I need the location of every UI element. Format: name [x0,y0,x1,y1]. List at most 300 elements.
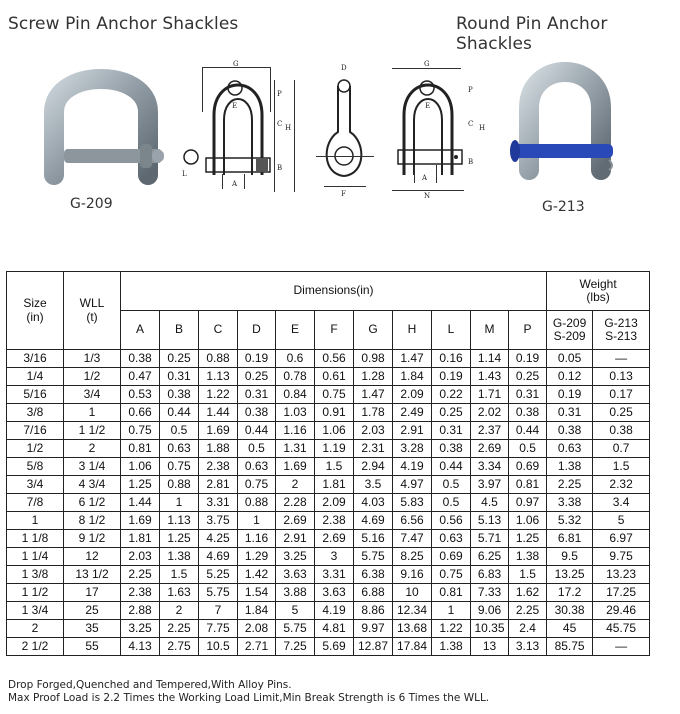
table-cell: 0.25 [238,368,276,386]
table-cell: 35 [64,620,121,638]
table-row [7,548,650,566]
table-cell: 1.5 [593,458,650,476]
table-cell: 1.22 [199,386,238,404]
table-cell: 12.34 [393,602,432,620]
table-cell: 1.54 [238,584,276,602]
svg-text:H: H [479,124,486,132]
table-cell: 1 1/8 [7,530,64,548]
table-cell: 0.63 [238,458,276,476]
header-weight-col-0 [547,311,593,350]
table-cell: 0.44 [509,422,547,440]
table-cell: 2.03 [354,422,393,440]
table-cell: 3.88 [276,584,315,602]
table-cell: 3.5 [354,476,393,494]
table-cell: 0.97 [509,494,547,512]
table-cell: 3 1/4 [64,458,121,476]
table-row [7,422,650,440]
table-cell: 7/8 [7,494,64,512]
table-cell: 10 [393,584,432,602]
table-cell: 1 1/2 [7,584,64,602]
svg-text:B: B [277,164,283,172]
table-cell: 1.14 [471,350,509,368]
table-cell: 3.25 [276,548,315,566]
header-col-l: L [432,311,471,350]
table-cell: 0.81 [121,440,160,458]
table-cell: 1.25 [160,530,199,548]
svg-text:C: C [468,120,474,128]
table-cell: 1 [7,512,64,530]
table-cell: 17.25 [593,584,650,602]
svg-text:C: C [277,120,283,128]
header-wll-label: WLL [79,296,105,311]
table-cell: 1.38 [509,548,547,566]
table-cell: 0.98 [354,350,393,368]
table-cell: 6.38 [354,566,393,584]
svg-text:B: B [468,158,474,166]
table-cell: 0.88 [160,476,199,494]
table-cell: 3.34 [471,458,509,476]
table-cell: 7/16 [7,422,64,440]
table-cell: 0.19 [547,386,593,404]
notes [8,679,489,704]
table-cell: 2.38 [121,584,160,602]
table-cell: 29.46 [593,602,650,620]
table-cell: 2.38 [315,512,354,530]
table-cell: 12 [64,548,121,566]
table-cell: 3.38 [547,494,593,512]
table-cell: 0.31 [509,386,547,404]
table-cell: 4.03 [354,494,393,512]
header-weight-col-1 [593,311,650,350]
table-cell: 2.25 [547,476,593,494]
screw-pin-dimension-drawing [178,60,303,220]
table-cell: 0.38 [593,422,650,440]
table-cell: 2.91 [276,530,315,548]
table-cell: 0.75 [432,566,471,584]
table-cell: 1.5 [315,458,354,476]
table-cell: 9.97 [354,620,393,638]
table-cell: 9.5 [547,548,593,566]
table-cell: 1.78 [354,404,393,422]
table-cell: 5 [276,602,315,620]
table-cell: 0.5 [509,440,547,458]
table-cell: 1.25 [121,476,160,494]
header-col-e: E [276,311,315,350]
table-cell: 0.17 [593,386,650,404]
svg-text:D: D [341,64,347,72]
table-cell: 0.69 [509,458,547,476]
table-row [7,458,650,476]
note-line-1: Drop Forged,Quenched and Tempered,With Alloy Pins. [8,679,292,691]
table-cell: 2 [64,440,121,458]
table-cell: 2.69 [315,530,354,548]
table-cell: 0.63 [547,440,593,458]
table-cell: 0.12 [547,368,593,386]
table-cell: 45.75 [593,620,650,638]
table-cell: 1 3/4 [7,602,64,620]
table-cell: 2.38 [199,458,238,476]
table-cell: 1 3/8 [7,566,64,584]
table-cell: 8 1/2 [64,512,121,530]
header-wll [64,272,121,350]
table-cell: 2.88 [121,602,160,620]
table-cell: 2.75 [160,638,199,656]
table-row [7,584,650,602]
table-cell: 0.13 [593,368,650,386]
table-cell: 2.32 [593,476,650,494]
table-cell: 4.5 [471,494,509,512]
table-cell: 3.28 [393,440,432,458]
table-cell: 5.71 [471,530,509,548]
svg-text:N: N [424,192,431,200]
table-cell: 5.75 [354,548,393,566]
title-round-pin: Round Pin Anchor Shackles [456,14,608,54]
table-cell: 2.31 [354,440,393,458]
table-cell: 0.75 [160,458,199,476]
table-cell: 7 [199,602,238,620]
header-col-a: A [121,311,160,350]
table-cell: 0.81 [432,584,471,602]
table-cell: 2.69 [276,512,315,530]
table-cell: 3.75 [199,512,238,530]
table-cell: 10.35 [471,620,509,638]
table-cell: 6.81 [547,530,593,548]
table-cell: 0.44 [432,458,471,476]
table-cell: 4.81 [315,620,354,638]
table-cell: 13.25 [547,566,593,584]
table-cell: 1/3 [64,350,121,368]
header-weight-label: Weight [579,276,617,291]
table-cell: 0.63 [160,440,199,458]
table-cell: 1.06 [509,512,547,530]
table-cell: 13 [471,638,509,656]
table-cell: 9.75 [593,548,650,566]
svg-text:P: P [468,86,473,94]
table-cell: 0.6 [276,350,315,368]
table-row [7,566,650,584]
table-cell: 1.16 [276,422,315,440]
table-cell: 0.5 [432,476,471,494]
table-cell: 1 1/2 [64,422,121,440]
table-cell: 1.44 [121,494,160,512]
table-cell: 2.09 [315,494,354,512]
header-size [7,272,64,350]
table-cell: 2.81 [199,476,238,494]
table-cell: 1.47 [393,350,432,368]
table-cell: 1.84 [393,368,432,386]
table-cell: 2.03 [121,548,160,566]
table-cell: 0.7 [593,440,650,458]
table-row [7,602,650,620]
table-cell: 2.02 [471,404,509,422]
table-cell: 1.16 [238,530,276,548]
table-cell: 6 1/2 [64,494,121,512]
table-cell: 1.29 [238,548,276,566]
table-cell: 0.69 [432,548,471,566]
weight-model-secondary: S-213 [605,329,638,343]
table-cell: 1.81 [121,530,160,548]
table-cell: 0.38 [121,350,160,368]
table-cell: 3/4 [7,476,64,494]
header-col-p: P [509,311,547,350]
table-cell: 0.63 [432,530,471,548]
svg-text:E: E [425,102,431,110]
weight-model-primary: G-209 [552,315,587,330]
header-dimensions: Dimensions(in) [121,272,547,311]
table-cell: 7.25 [276,638,315,656]
table-cell: 9 1/2 [64,530,121,548]
table-cell: 1.31 [276,440,315,458]
table-row [7,386,650,404]
table-cell: 1.06 [315,422,354,440]
table-cell: 12.87 [354,638,393,656]
table-cell: 0.19 [509,350,547,368]
table-cell: 0.91 [315,404,354,422]
svg-text:E: E [232,102,238,110]
table-cell: 0.31 [238,386,276,404]
table-cell: 1.71 [471,386,509,404]
table-cell: 1.63 [160,584,199,602]
table-cell: 2.91 [393,422,432,440]
table-cell: 5.16 [354,530,393,548]
table-row [7,350,650,368]
svg-text:A: A [232,180,238,188]
table-cell: 1.44 [199,404,238,422]
side-view-drawing [316,62,374,202]
table-cell: 4.69 [199,548,238,566]
table-cell: 1 [64,404,121,422]
table-cell: 7.33 [471,584,509,602]
table-cell: 0.44 [238,422,276,440]
table-cell: 1.5 [160,566,199,584]
table-cell: 0.81 [509,476,547,494]
table-cell: 17.2 [547,584,593,602]
table-row [7,404,650,422]
table-cell: 0.22 [432,386,471,404]
table-cell: 1/4 [7,368,64,386]
table-cell: 0.25 [509,368,547,386]
table-cell: 2.49 [393,404,432,422]
table-cell: 0.05 [547,350,593,368]
table-cell: 2.25 [121,566,160,584]
table-cell: 7.47 [393,530,432,548]
table-cell: 0.88 [238,494,276,512]
table-cell: 25 [64,602,121,620]
header-weight [547,272,650,311]
svg-text:F: F [341,190,346,198]
table-cell: 0.31 [160,368,199,386]
table-cell: 1.19 [315,440,354,458]
table-cell: 3/8 [7,404,64,422]
table-cell: 0.5 [238,440,276,458]
table-cell: 17 [64,584,121,602]
table-cell: 4.19 [393,458,432,476]
table-cell: 13.68 [393,620,432,638]
table-cell: 6.88 [354,584,393,602]
table-cell: 0.19 [432,368,471,386]
table-cell: 0.38 [547,422,593,440]
table-row [7,494,650,512]
table-cell: 0.5 [160,422,199,440]
table-row [7,476,650,494]
table-cell: 2 1/2 [7,638,64,656]
table-cell: 0.78 [276,368,315,386]
table-cell: 6.56 [393,512,432,530]
table-cell: 1 1/4 [7,548,64,566]
table-cell: 0.53 [121,386,160,404]
table-cell: 1.38 [547,458,593,476]
table-cell: 55 [64,638,121,656]
svg-text:L: L [182,170,187,178]
g213-label: G-213 [542,199,585,215]
table-cell: 0.38 [432,440,471,458]
table-cell: 3 [315,548,354,566]
svg-text:A: A [422,174,428,182]
table-cell: 1 [432,602,471,620]
table-cell: 1.81 [315,476,354,494]
table-cell: 6.83 [471,566,509,584]
table-cell: 2 [160,602,199,620]
table-cell: 9.16 [393,566,432,584]
table-cell: — [593,638,650,656]
svg-text:G: G [424,60,430,68]
table-cell: 3.4 [593,494,650,512]
table-cell: 30.38 [547,602,593,620]
table-cell: 3.31 [199,494,238,512]
table-cell: 7.75 [199,620,238,638]
table-cell: 0.16 [432,350,471,368]
table-cell: 1.38 [160,548,199,566]
table-cell: 2.09 [393,386,432,404]
table-cell: 3.13 [509,638,547,656]
table-cell: 1.06 [121,458,160,476]
table-cell: 1.43 [471,368,509,386]
table-cell: 1.13 [199,368,238,386]
table-cell: 5.32 [547,512,593,530]
table-cell: 5 [593,512,650,530]
table-cell: 1.38 [432,638,471,656]
svg-text:H: H [285,124,292,132]
table-cell: 9.06 [471,602,509,620]
title-screw-pin: Screw Pin Anchor Shackles [8,14,239,34]
svg-text:P: P [277,90,282,98]
table-cell: 0.61 [315,368,354,386]
table-cell: 4.13 [121,638,160,656]
header-size-label: Size [23,296,47,311]
header-weight-unit: (lbs) [586,290,610,304]
table-cell: 2.08 [238,620,276,638]
table-cell: 2.94 [354,458,393,476]
table-cell: 10.5 [199,638,238,656]
table-cell: 5.25 [199,566,238,584]
table-cell: 0.25 [593,404,650,422]
table-cell: 5.13 [471,512,509,530]
table-cell: 13.23 [593,566,650,584]
header-col-f: F [315,311,354,350]
table-cell: 0.31 [547,404,593,422]
weight-model-secondary: S-209 [553,329,586,343]
table-cell: 1.42 [238,566,276,584]
table-cell: 8.25 [393,548,432,566]
table-cell: 1.62 [509,584,547,602]
table-cell: 1.13 [160,512,199,530]
table-cell: 5.83 [393,494,432,512]
table-cell: 3/16 [7,350,64,368]
header-col-d: D [238,311,276,350]
table-cell: 3/4 [64,386,121,404]
weight-model-primary: G-213 [604,315,638,330]
table-cell: 5/8 [7,458,64,476]
table-row [7,440,650,458]
table-cell: 1.28 [354,368,393,386]
table-cell: 1.22 [432,620,471,638]
g209-shackle-photo [36,50,166,200]
header-col-h: H [393,311,432,350]
table-cell: 2.71 [238,638,276,656]
table-cell: 1/2 [7,440,64,458]
table-cell: 2.25 [160,620,199,638]
table-cell: 6.25 [471,548,509,566]
table-cell: 0.25 [160,350,199,368]
table-cell: 3.31 [315,566,354,584]
table-cell: 45 [547,620,593,638]
table-cell: 5.75 [199,584,238,602]
table-cell: 0.38 [160,386,199,404]
table-cell: 1.47 [354,386,393,404]
table-cell: 0.25 [432,404,471,422]
table-cell: 2.4 [509,620,547,638]
table-cell: 4.25 [199,530,238,548]
g213-shackle-photo [505,48,620,188]
table-cell: 0.31 [432,422,471,440]
table-cell: 4 3/4 [64,476,121,494]
table-cell: 5.75 [276,620,315,638]
table-cell: 3.63 [315,584,354,602]
table-row [7,512,650,530]
table-cell: 0.56 [315,350,354,368]
header-col-g: G [354,311,393,350]
note-line-2: Max Proof Load is 2.2 Times the Working Load Limit,Min Break Strength is 6 Times the WLL. [8,691,490,704]
table-cell: 1 [238,512,276,530]
table-cell: 3.63 [276,566,315,584]
table-cell: 1.69 [199,422,238,440]
table-cell: 2.69 [471,440,509,458]
table-cell: 1/2 [64,368,121,386]
table-cell: 1.69 [121,512,160,530]
table-cell: 0.75 [315,386,354,404]
table-cell: 3.25 [121,620,160,638]
table-cell: 2 [276,476,315,494]
table-cell: 0.38 [238,404,276,422]
table-cell: 6.97 [593,530,650,548]
table-row [7,368,650,386]
table-cell: 3.97 [471,476,509,494]
table-cell: — [593,350,650,368]
table-cell: 85.75 [547,638,593,656]
table-cell: 0.75 [121,422,160,440]
table-cell: 4.69 [354,512,393,530]
table-cell: 5.69 [315,638,354,656]
table-cell: 17.84 [393,638,432,656]
table-cell: 1.5 [509,566,547,584]
table-cell: 2 [7,620,64,638]
round-pin-dimension-drawing [384,60,499,200]
table-cell: 1.25 [509,530,547,548]
table-cell: 0.56 [432,512,471,530]
table-row [7,530,650,548]
table-cell: 2.28 [276,494,315,512]
table-cell: 1.69 [276,458,315,476]
